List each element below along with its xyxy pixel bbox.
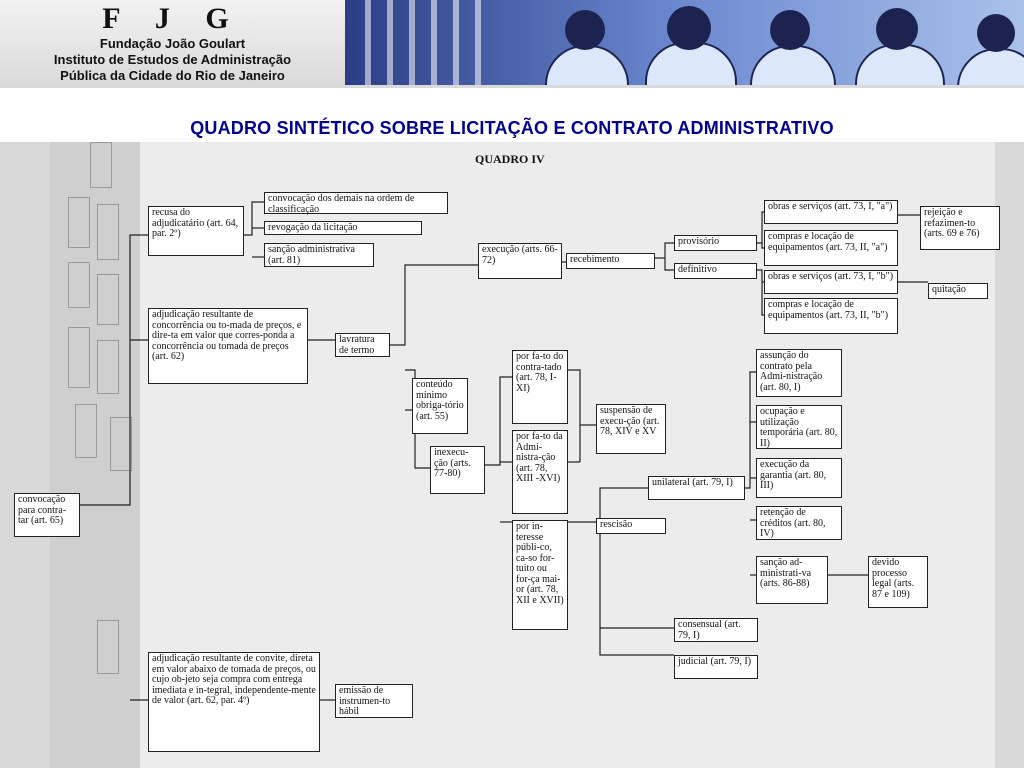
org-line-3: Pública da Cidade do Rio de Janeiro (60, 68, 285, 83)
box-execucao-garantia: execução da garantia (art. 80, III) (756, 458, 842, 498)
box-ocupacao: ocupação e utilização temporária (art. 80, II) (756, 405, 842, 449)
box-recusa: recusa do adjudicatário (art. 64, par. 2º) (148, 206, 244, 256)
diagram-title: QUADRO IV (475, 152, 545, 166)
org-line-2: Instituto de Estudos de Administração (53, 52, 292, 67)
box-judicial: judicial (art. 79, I) (674, 655, 758, 679)
box-obras-provisorio: obras e serviços (art. 73, I, "a") (764, 200, 898, 224)
box-sancao-administrativa-2: sanção ad-ministrati-va (arts. 86-88) (756, 556, 828, 604)
box-recebimento: recebimento (566, 253, 655, 269)
box-obras-definitivo: obras e serviços (art. 73, I, "b") (764, 270, 898, 294)
box-unilateral: unilateral (art. 79, I) (648, 476, 745, 500)
org-line-1: Fundação João Goulart (99, 36, 246, 51)
box-assuncao: assunção do contrato pela Admi-nistração (art. 80, I) (756, 349, 842, 397)
box-lavratura: lavratura de termo (335, 333, 390, 357)
box-interesse-publico: por in-teresse públi-co, ca-so for-tuito ou for-ça mai-or (art. 78, XII e XVII) (512, 520, 568, 630)
box-retencao: retenção de créditos (art. 80, IV) (756, 506, 842, 540)
box-conteudo-minimo: conteúdo mínimo obriga-tório (art. 55) (412, 378, 468, 434)
box-compras-definitivo: compras e locação de equipamentos (art. 73, II, "b") (764, 298, 898, 334)
box-fato-administracao: por fa-to da Admi-nistra-ção (art. 78, XIII -XVI) (512, 430, 568, 514)
box-revogacao: revogação da licitação (264, 221, 422, 235)
box-fato-contratado: por fa-to do contra-tado (art. 78, I-XI) (512, 350, 568, 424)
box-devido-processo: devido processo legal (arts. 87 e 109) (868, 556, 928, 608)
box-quitacao: quitação (928, 283, 988, 299)
box-emissao: emissão de instrumen-to hábil (335, 684, 413, 718)
box-execucao: execução (arts. 66-72) (478, 243, 562, 279)
box-adjudicacao-concorrencia: adjudicação resultante de concorrência ou to-mada de preços, e dire-ta em valor que corres-ponda a concorrência ou tomada de preços (art. 62) (148, 308, 308, 384)
box-rescisao: rescisão (596, 518, 666, 534)
box-suspensao: suspensão de execu-ção (art. 78, XIV e XV (596, 404, 666, 454)
box-adjudicacao-convite: adjudicação resultante de convite, direta em valor abaixo de tomada de preços, ou cujo ob-jeto seja compra com entrega imediata e in-tegral, independente-mente de valor (art. 62, par. 4º) (148, 652, 320, 752)
box-sancao-administrativa: sanção administrativa (art. 81) (264, 243, 374, 267)
box-definitivo: definitivo (674, 263, 757, 279)
logo-initials: F J G (102, 2, 243, 35)
box-inexecucao: inexecu-ção (arts. 77-80) (430, 446, 485, 494)
box-compras-provisorio: compras e locação de equipamentos (art. 73, II, "a") (764, 230, 898, 266)
box-rejeicao: rejeição e refazimen-to (arts. 69 e 76) (920, 206, 1000, 250)
box-convocacao: convocação para contra-tar (art. 65) (14, 493, 80, 537)
box-convocacao-demais: convocação dos demais na ordem de classificação (264, 192, 448, 214)
box-provisorio: provisório (674, 235, 757, 251)
slide-title: QUADRO SINTÉTICO SOBRE LICITAÇÃO E CONTRATO ADMINISTRATIVO (190, 118, 834, 138)
box-consensual: consensual (art. 79, I) (674, 618, 758, 642)
